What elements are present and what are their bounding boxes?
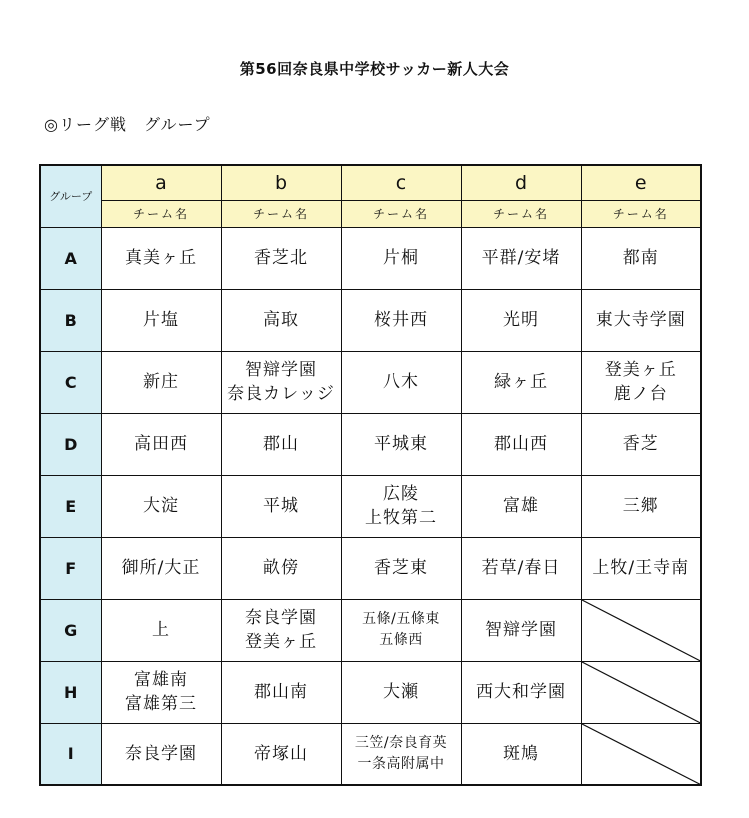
team-name: 郡山西	[494, 434, 548, 454]
team-cell	[101, 599, 221, 661]
team-name: 郡山南	[254, 682, 308, 702]
diagonal-slash-icon	[582, 662, 701, 723]
team-cell	[101, 227, 221, 289]
group-label: F	[40, 537, 101, 599]
team-cell	[461, 227, 581, 289]
team-name: 奈良学園	[125, 743, 197, 764]
team-cell	[101, 351, 221, 413]
team-cell	[461, 413, 581, 475]
team-name: 智辯学園	[245, 360, 317, 380]
team-cell	[461, 723, 581, 785]
team-name: 上牧/王寺南	[592, 558, 690, 578]
team-name: 光明	[503, 310, 539, 330]
team-name: 鹿ノ台	[613, 384, 668, 404]
team-name: 一条高附属中	[357, 755, 445, 772]
team-cell	[581, 475, 701, 537]
team-cell	[221, 599, 341, 661]
team-cell	[341, 723, 461, 785]
section-subtitle: ◎リーグ戦 グループ	[44, 115, 211, 134]
team-cell	[341, 227, 461, 289]
empty-slot	[581, 661, 701, 723]
group-label: A	[40, 227, 101, 289]
team-name: 三郷	[622, 496, 659, 516]
empty-slot	[581, 723, 701, 785]
team-cell	[581, 289, 701, 351]
team-name: 登美ヶ丘	[245, 632, 317, 652]
column-letter-b: b	[221, 165, 341, 200]
column-letter-e: e	[581, 165, 701, 200]
team-cell	[101, 475, 221, 537]
team-name: 奈良学園	[245, 608, 317, 628]
team-name: 新庄	[143, 372, 179, 392]
team-name: 大淀	[143, 496, 179, 516]
table-row	[40, 537, 701, 599]
team-name: 上	[152, 620, 170, 640]
team-name: 畝傍	[263, 558, 299, 578]
diagonal-slash-icon	[582, 600, 701, 661]
group-label: I	[40, 723, 101, 785]
table-row	[40, 723, 701, 785]
team-name: 平城東	[374, 434, 428, 454]
team-name: 香芝北	[254, 248, 308, 268]
team-name: 平群/安堵	[481, 248, 561, 268]
column-sub-a: チーム名	[101, 200, 221, 227]
column-sub-d: チーム名	[461, 200, 581, 227]
team-cell	[461, 351, 581, 413]
team-name: 片桐	[383, 248, 419, 268]
team-name: 大瀬	[383, 682, 419, 702]
table-body	[40, 227, 701, 785]
team-name: 郡山	[263, 434, 299, 454]
team-name: 桜井西	[374, 310, 428, 330]
team-cell	[341, 661, 461, 723]
team-name: 富雄南	[134, 670, 188, 690]
team-cell	[461, 661, 581, 723]
team-cell	[581, 537, 701, 599]
column-sub-c: チーム名	[341, 200, 461, 227]
team-name: 高田西	[134, 434, 188, 454]
team-cell	[101, 723, 221, 785]
team-name: 広陵	[383, 484, 419, 504]
team-name: 緑ヶ丘	[494, 372, 548, 392]
team-name: 五條西	[379, 632, 423, 648]
team-name: 智辯学園	[485, 620, 557, 640]
column-sub-b: チーム名	[221, 200, 341, 227]
team-cell	[101, 537, 221, 599]
team-cell	[341, 289, 461, 351]
group-label: D	[40, 413, 101, 475]
league-group-table	[39, 164, 702, 786]
team-cell	[581, 351, 701, 413]
team-cell	[101, 661, 221, 723]
team-cell	[341, 537, 461, 599]
team-cell	[221, 227, 341, 289]
team-name: 平城	[263, 496, 299, 516]
group-label: E	[40, 475, 101, 537]
team-cell	[581, 227, 701, 289]
team-cell	[221, 413, 341, 475]
team-cell	[221, 537, 341, 599]
team-cell	[461, 599, 581, 661]
group-label: B	[40, 289, 101, 351]
team-cell	[341, 599, 461, 661]
team-name: 香芝	[622, 434, 659, 454]
team-name: 富雄第三	[125, 694, 197, 714]
team-name: 真美ヶ丘	[125, 248, 197, 268]
team-cell	[581, 413, 701, 475]
team-name: 片塩	[143, 310, 179, 330]
team-name: 上牧第二	[365, 508, 437, 528]
table-row	[40, 661, 701, 723]
group-label: H	[40, 661, 101, 723]
team-cell	[341, 413, 461, 475]
team-name: 富雄	[503, 496, 539, 516]
team-cell	[461, 537, 581, 599]
team-cell	[221, 351, 341, 413]
team-cell	[221, 475, 341, 537]
column-sub-e: チーム名	[581, 200, 701, 227]
team-cell	[221, 289, 341, 351]
table-row	[40, 289, 701, 351]
team-name: 御所/大正	[121, 558, 201, 578]
team-cell	[341, 475, 461, 537]
group-label: G	[40, 599, 101, 661]
team-cell	[101, 413, 221, 475]
team-name: 高取	[263, 310, 299, 330]
team-name: 奈良カレッジ	[227, 384, 335, 404]
table-row	[40, 413, 701, 475]
group-column-header: グループ	[40, 165, 101, 227]
column-letter-a: a	[101, 165, 221, 200]
diagonal-slash-icon	[582, 724, 701, 785]
table-row	[40, 475, 701, 537]
team-name: 西大和学園	[476, 682, 566, 702]
team-cell	[461, 475, 581, 537]
team-cell	[101, 289, 221, 351]
group-label: C	[40, 351, 101, 413]
team-name: 若草/春日	[481, 558, 561, 578]
team-name: 斑鳩	[503, 743, 539, 764]
empty-slot	[581, 599, 701, 661]
column-letter-d: d	[461, 165, 581, 200]
team-cell	[221, 661, 341, 723]
team-name: 三笠/奈良育英	[354, 734, 448, 751]
page-title: 第56回奈良県中学校サッカー新人大会	[239, 60, 510, 78]
team-name: 帝塚山	[254, 743, 308, 764]
team-name: 香芝東	[374, 558, 428, 578]
team-cell	[341, 351, 461, 413]
team-name: 五條/五條東	[362, 611, 440, 627]
team-name: 八木	[383, 372, 419, 392]
team-name: 登美ヶ丘	[604, 360, 677, 380]
team-cell	[461, 289, 581, 351]
table-row	[40, 599, 701, 661]
table-row	[40, 351, 701, 413]
team-name: 都南	[622, 248, 659, 268]
table-row	[40, 227, 701, 289]
team-name: 東大寺学園	[595, 310, 686, 330]
team-cell	[221, 723, 341, 785]
column-letter-c: c	[341, 165, 461, 200]
